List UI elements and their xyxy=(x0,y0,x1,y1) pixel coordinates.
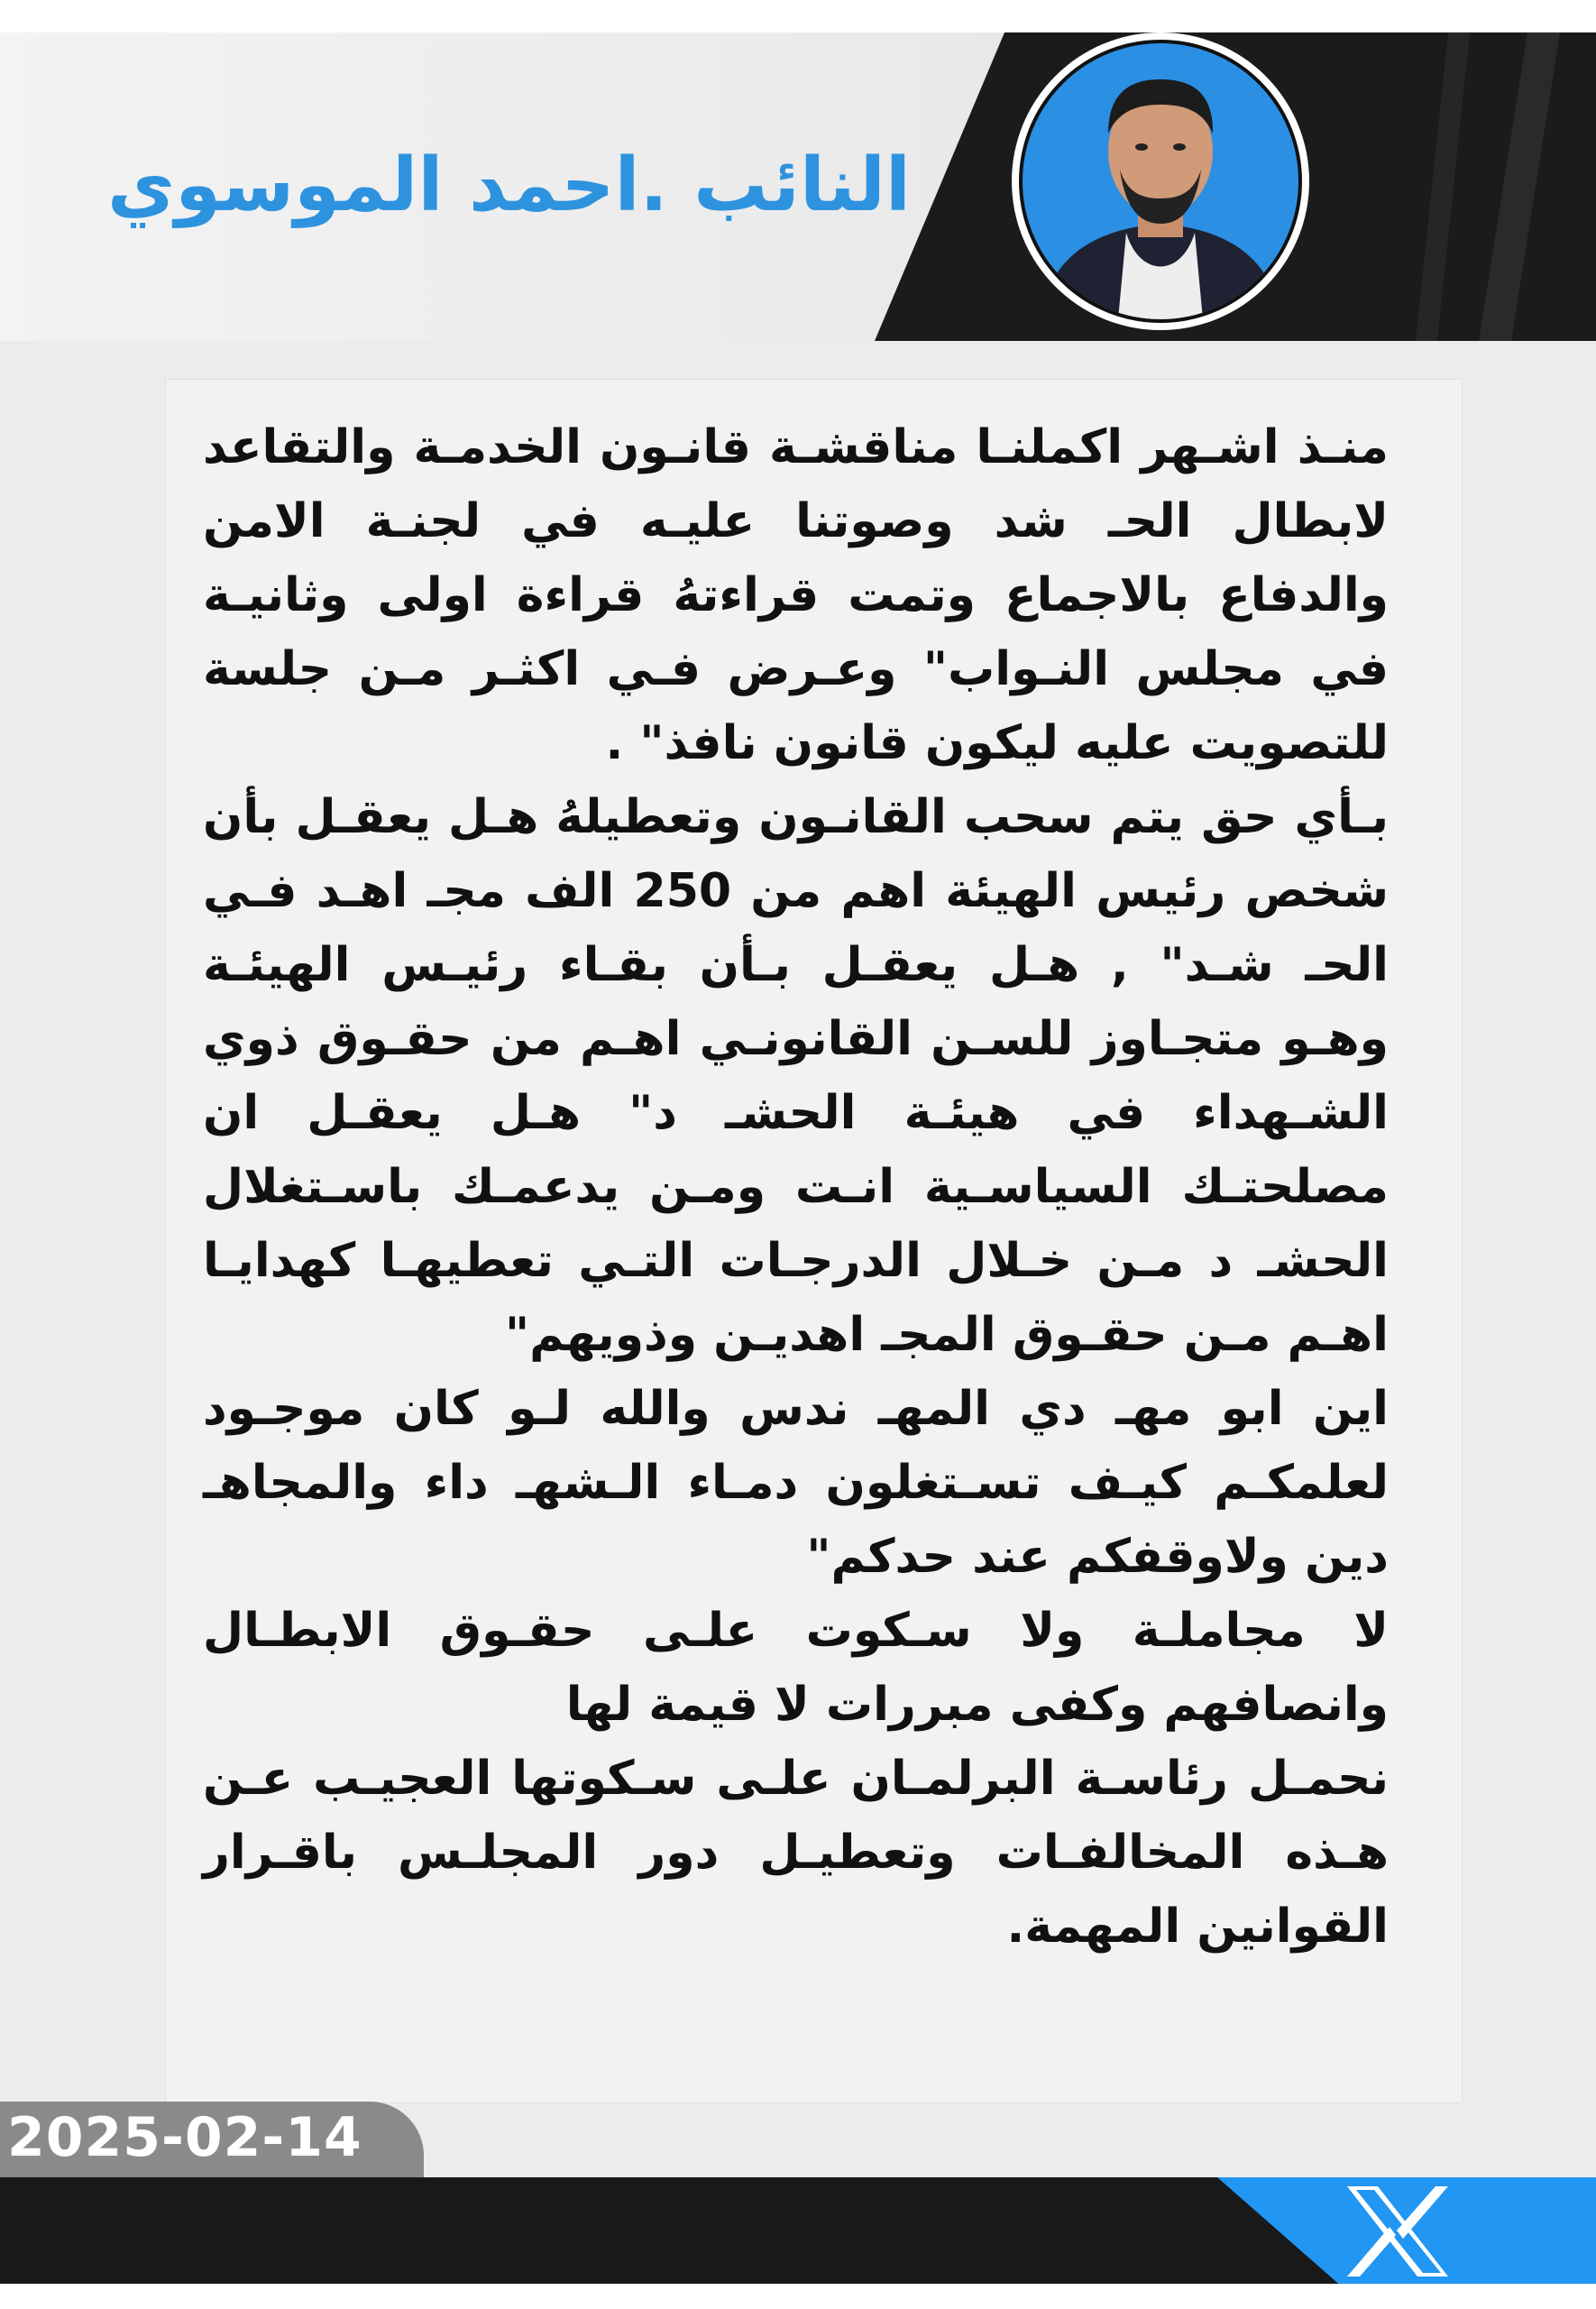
square-bullet-icon xyxy=(938,200,981,244)
person-portrait-icon xyxy=(1023,43,1298,319)
paragraph: نحمـل رئاسـة البرلمـان علـى سـكوتها العجيـب عـن هـذه المخالفـات وتعطيـل دور المجلـس باقـرار القوانين المهمة. xyxy=(203,1752,1389,1954)
paragraph: منـذ اشـهر اكملنـا مناقشـة قانـون الخدمـة والتقاعد لابطال الحـ شد وصوتنا عليـه في لجنـة الامن والدفاع بالاجماع وتمت قراءتهُ قراءة اولى وثانيـة في مجلس النـواب" وعـرض فـي اكثـر مـن جلسة للتصويت عليه ليكون قانون نافذ" . xyxy=(203,420,1389,770)
bottom-band xyxy=(0,2284,1596,2309)
avatar xyxy=(1012,32,1309,330)
top-band xyxy=(0,0,1596,32)
paragraph: اين ابو مهـ دي المهـ ندس والله لـو كان موجـود لعلمكـم كيـف تسـتغلون دمـاء الـشهـ داء والمجاهـ دين ولاوقفكم عند حدكم" xyxy=(203,1382,1389,1584)
x-logo-icon[interactable] xyxy=(1335,2183,1461,2280)
avatar-photo xyxy=(1019,40,1302,323)
paragraph: بـأي حق يتم سحب القانـون وتعطيلهُ هـل يعقـل بأن شخص رئيس الهيئة اهم من 250 الف مجـ اهـد فـي الحـ شـد" , هـل يعقـل بـأن بقـاء رئيـس الهيئـة وهـو متجـاوز للسـن القانونـي اهـم من حقـوق ذوي الشـهداء في هيئـة الحشـ د" هـل يعقـل ان مصلحتـك السياسـية انـت ومـن يدعمـك باسـتغلال الحشـ د مـن خـلال الدرجـات التـي تعطيهـا كهدايـا اهـم مـن حقـوق المجـ اهديـن وذويهم" xyxy=(203,790,1389,1362)
statement-text xyxy=(203,410,1389,1964)
speaker-name: النائب .احمد الموسوي xyxy=(106,143,911,228)
post-date: 2025-02-14 xyxy=(7,2106,362,2169)
paragraph: لا مجاملـة ولا سـكوت علـى حقـوق الابطـال وانصافهم وكفى مبررات لا قيمة لها xyxy=(203,1604,1389,1732)
